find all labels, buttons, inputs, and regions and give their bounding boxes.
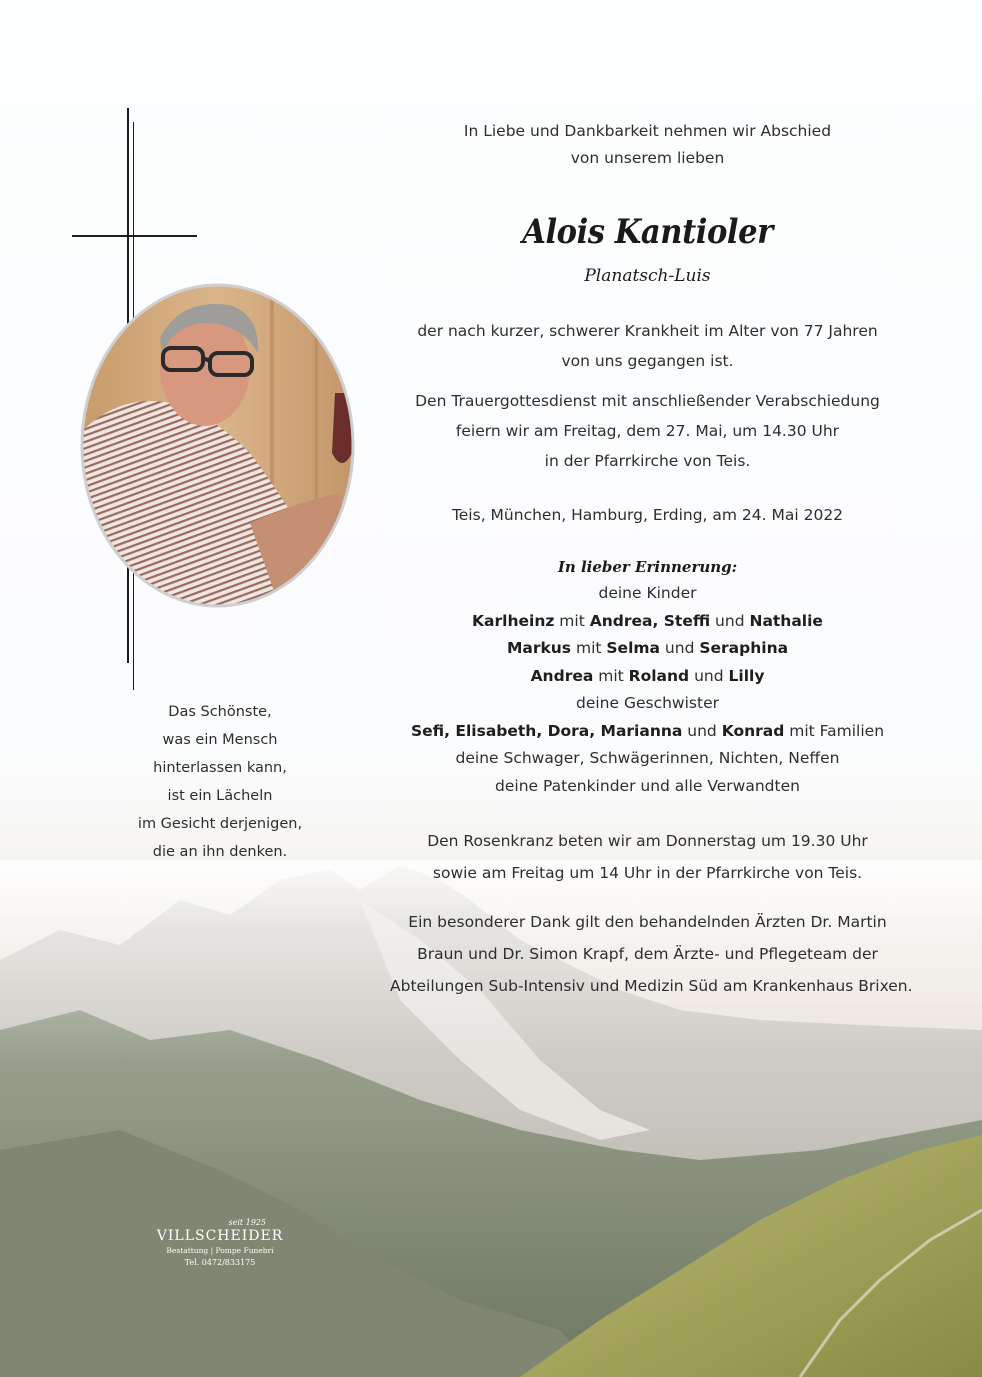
- deceased-name: Alois Kantioler: [522, 212, 773, 252]
- deceased-nickname: Planatsch-Luis: [584, 266, 711, 286]
- obituary-text: [390, 118, 913, 1002]
- quote-line: die an ihn denken.: [152, 844, 288, 860]
- intro-text: [390, 118, 905, 172]
- quote-line: im Gesicht derjenigen,: [137, 816, 303, 832]
- family-row: Markus mit Selma und Seraphina: [506, 639, 789, 657]
- quote-line: Das Schönste,: [168, 704, 272, 720]
- godchildren-line: deine Patenkinder und alle Verwandten: [495, 776, 800, 795]
- portrait-photo: [80, 283, 355, 608]
- quote-line: hinterlassen kann,: [153, 760, 287, 776]
- children-label: deine Kinder: [598, 584, 697, 602]
- quote-line: ist ein Lächeln: [167, 788, 273, 804]
- service-line: Den Trauergottesdienst mit anschließender Verabschiedung: [415, 392, 880, 410]
- rosary-line: Den Rosenkranz beten wir am Donnerstag um 19.30 Uhr: [427, 832, 868, 850]
- siblings-label: deine Geschwister: [576, 694, 719, 712]
- death-line: der nach kurzer, schwerer Krankheit im Alter von 77 Jahren: [417, 322, 878, 340]
- funeral-service: [390, 386, 905, 476]
- rosary-line: sowie am Freitag um 14 Uhr in der Pfarrkirche von Teis.: [432, 864, 863, 882]
- memorial-quote: [110, 698, 330, 866]
- cross-horizontal-bar: [72, 235, 197, 237]
- rosary-notice: [390, 825, 905, 889]
- place-date: Teis, München, Hamburg, Erding, am 24. Mai 2022: [451, 506, 844, 524]
- service-line: feiern wir am Freitag, dem 27. Mai, um 14.30 Uhr: [455, 422, 840, 440]
- family-row: Karlheinz mit Andrea, Steffi und Nathalie: [472, 611, 823, 630]
- thanks-line: Ein besonderer Dank gilt den behandelnden Ärzten Dr. Martin: [408, 913, 887, 931]
- family-row: Andrea mit Roland und Lilly: [530, 666, 765, 685]
- funeral-home-logo: [150, 1218, 290, 1267]
- death-line: von uns gegangen ist.: [561, 352, 734, 370]
- thanks-line: Braun und Dr. Simon Krapf, dem Ärzte- und Pflegeteam der: [417, 945, 878, 963]
- logo-brand: VILLSCHEIDER: [156, 1228, 284, 1244]
- logo-subtitle: Bestattung | Pompe Funebri: [166, 1246, 274, 1255]
- logo-phone: Tel. 0472/833175: [184, 1258, 256, 1267]
- family-list: [390, 580, 905, 800]
- inlaws-line: deine Schwager, Schwägerinnen, Nichten, Neffen: [455, 749, 840, 767]
- thanks-line: Abteilungen Sub-Intensiv und Medizin Süd am Krankenhaus Brixen.: [390, 977, 913, 995]
- thanks-notice: [390, 906, 913, 1002]
- death-notice: [390, 316, 905, 376]
- family-row: Sefi, Elisabeth, Dora, Marianna und Konrad mit Familien: [410, 721, 885, 740]
- remembrance-heading: In lieber Erinnerung:: [557, 558, 738, 576]
- logo-since: seit 1925: [228, 1218, 266, 1227]
- intro-line: von unserem lieben: [570, 149, 725, 167]
- service-line: in der Pfarrkirche von Teis.: [544, 452, 751, 470]
- quote-line: was ein Mensch: [162, 732, 278, 748]
- intro-line: In Liebe und Dankbarkeit nehmen wir Abschied: [463, 122, 832, 140]
